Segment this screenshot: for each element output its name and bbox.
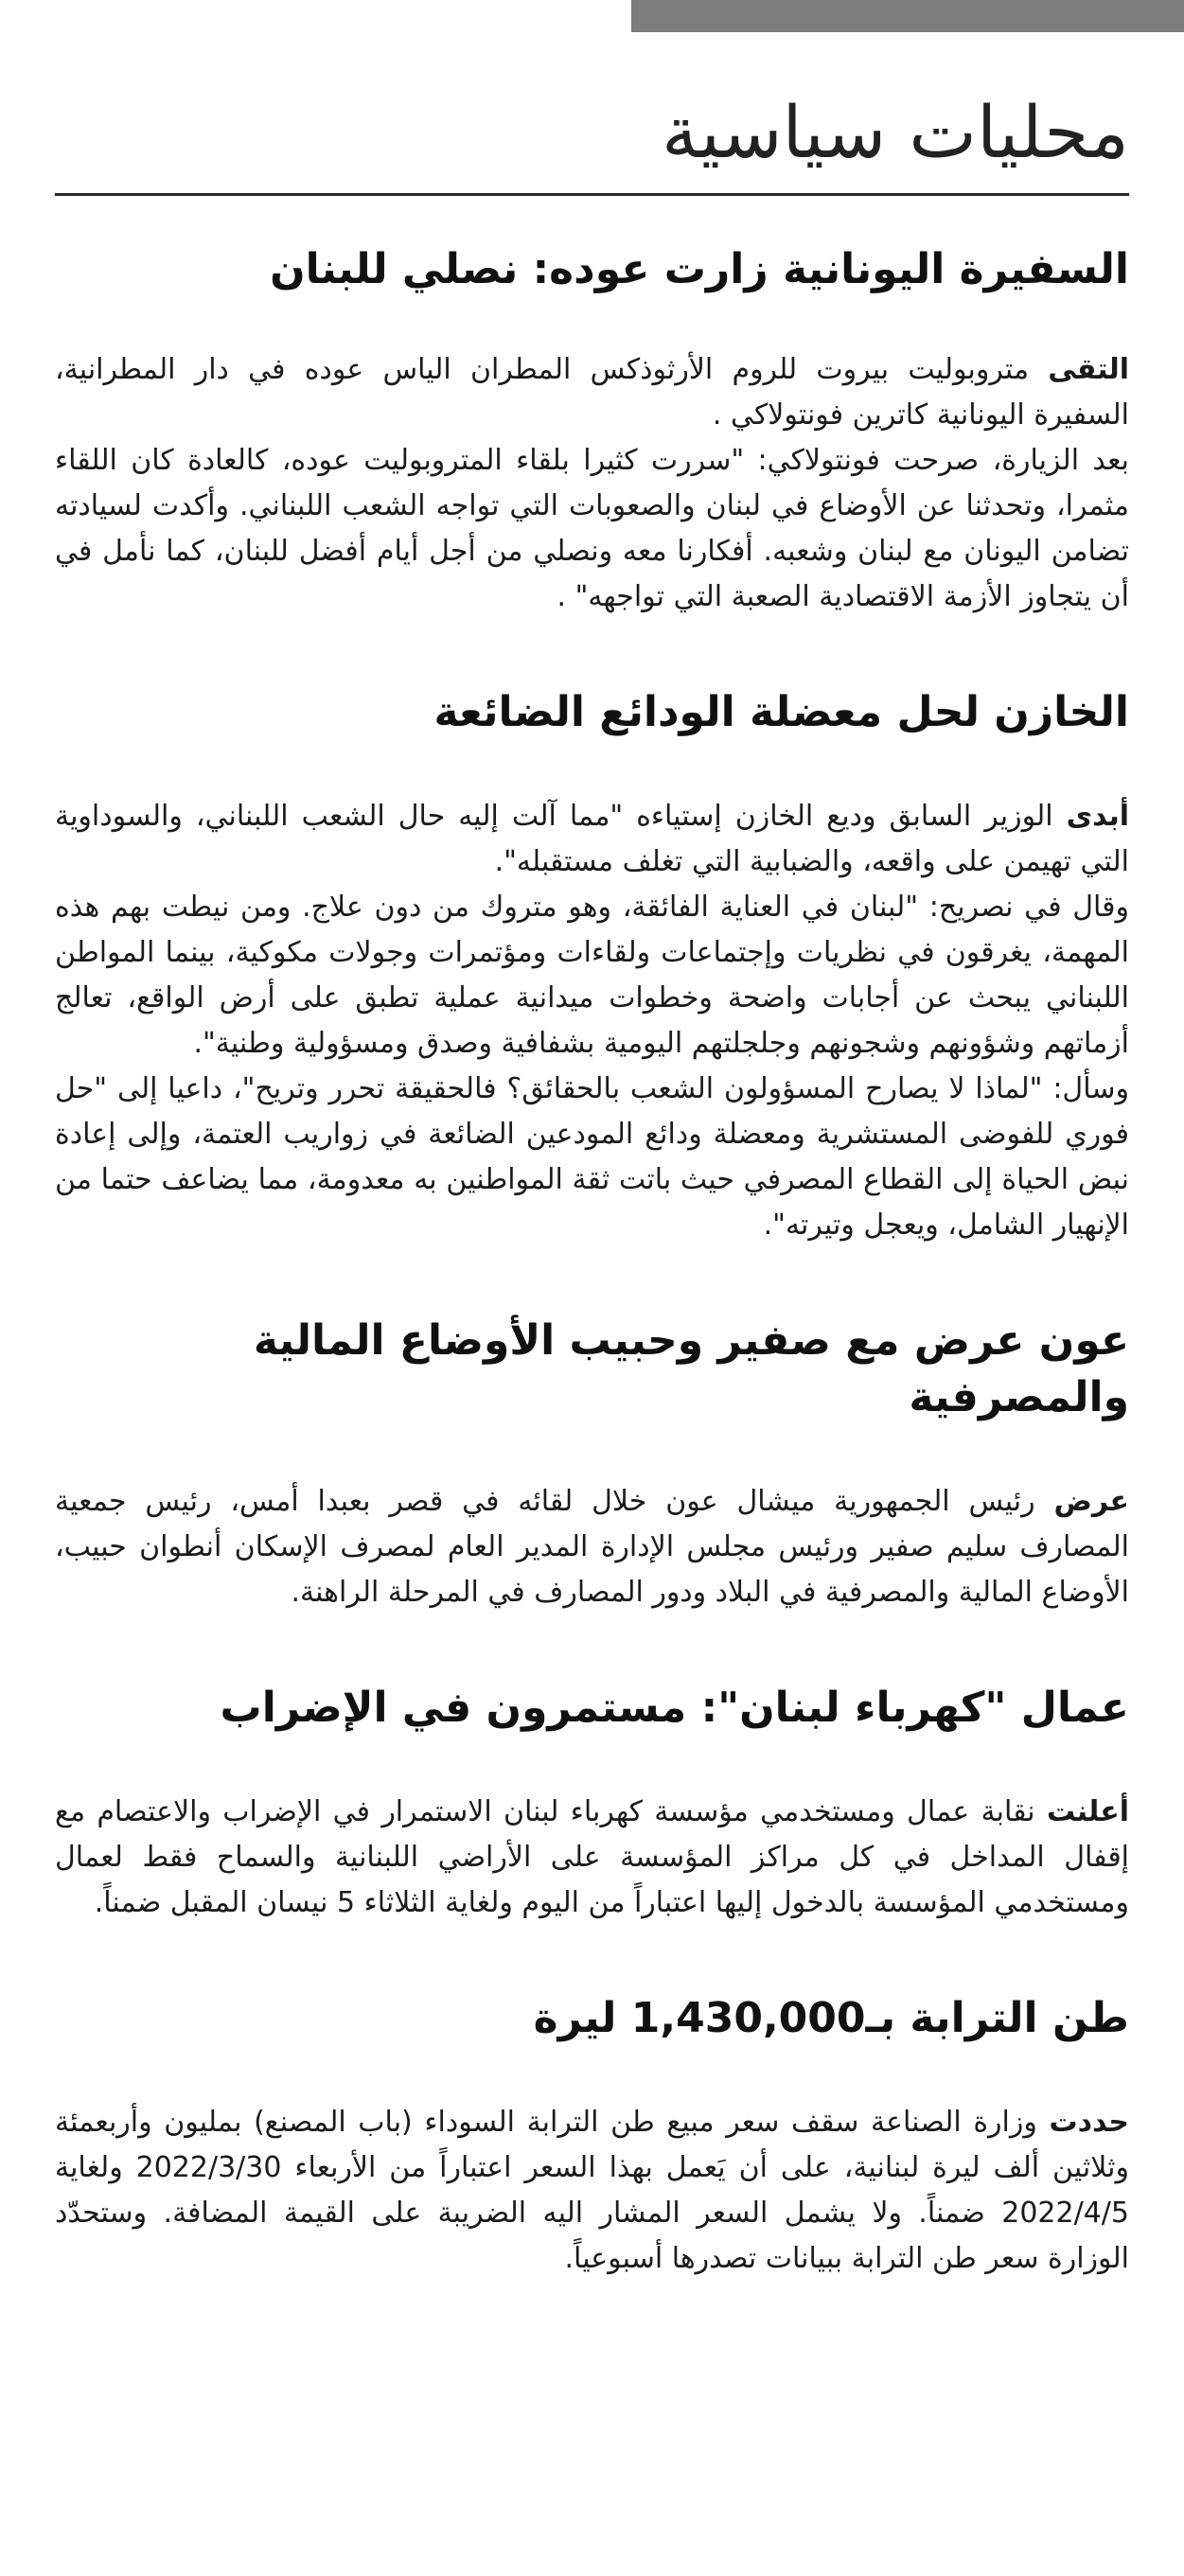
article-khazen-deposits — [55, 684, 1129, 1248]
paragraph-text: وقال في نصريح: "لبنان في العناية الفائقة، وهو متروك من دون علاج. ومن نيطت بهم هذه المهمة، يغرقون في نظريات وإجتماعات ولقاءات ومؤتمرات وجولات مكوكية، بينما المواطن اللبناني يبحث عن أجابات واضحة وخطوات ميدانية عملية تطبق على أرض الواقع، تعالج أزماتهم وشؤونهم وشجونهم وجلجلتهم اليومية بشفافية وصدق ومسؤولية وطنية". — [55, 891, 1129, 1060]
article-paragraph — [55, 794, 1129, 885]
article-paragraph — [55, 1790, 1129, 1926]
article-headline: طن الترابة بـ1,430,000 ليرة — [533, 1994, 1129, 2042]
article-paragraph — [55, 438, 1129, 620]
article-paragraph — [55, 1479, 1129, 1615]
article-headline: الخازن لحل معضلة الودائع الضائعة — [433, 688, 1129, 736]
lead-word: عرض — [1053, 1485, 1129, 1518]
article-body — [55, 1479, 1129, 1615]
article-headline: السفيرة اليونانية زارت عوده: نصلي للبنان — [270, 245, 1129, 293]
article-cement-price — [55, 1990, 1129, 2282]
paragraph-text: بعد الزيارة، صرحت فونتولاكي: "سررت كثيرا بلقاء المتروبوليت عوده، كالعادة كان اللقاء مثمرا، وتحدثنا عن الأوضاع في لبنان والصعوبات التي تواجه الشعب اللبناني. وأكدت لسيادته تضامن اليونان مع لبنان وشعبه. أفكارنا معه ونصلي من أجل أيام أفضل للبنان، كما نأمل في أن يتجاوز الأزمة الاقتصادية الصعبة التي تواجهه" . — [55, 444, 1129, 613]
article-headline: عمال "كهرباء لبنان": مستمرون في الإضراب — [220, 1684, 1129, 1732]
article-paragraph — [55, 885, 1129, 1067]
section-title: محليات سياسية — [662, 90, 1129, 174]
section-divider — [55, 193, 1129, 196]
paragraph-text: الوزير السابق وديع الخازن إستياءه "مما آلت إليه حال الشعب اللبناني، والسوداوية التي تهيمن على واقعه، والضبابية التي تغلف مستقبله". — [55, 800, 1129, 878]
paragraph-text: وسأل: "لماذا لا يصارح المسؤولون الشعب بالحقائق؟ فالحقيقة تحرر وتريح"، داعيا إلى "حل فوري للفوضى المستشرية ومعضلة ودائع المودعين الضائعة في زواريب العتمة، وإلى إعادة نبض الحياة إلى القطاع المصرفي حيث باتت ثقة المواطنين به معدومة، مما يضاعف حتما من الإنهيار الشامل، ويعجل وتيرته". — [55, 1072, 1129, 1242]
lead-word: التقى — [1048, 353, 1129, 386]
article-body — [55, 347, 1129, 620]
section-header — [55, 87, 1129, 196]
paragraph-text: نقابة عمال ومستخدمي مؤسسة كهرباء لبنان الاستمرار في الإضراب والاعتصام مع إقفال المداخل في كل مراكز المؤسسة على الأراضي اللبنانية والسماح فقط لعمال ومستخدمي المؤسسة بالدخول إليها اعتباراً من اليوم ولغاية الثلاثاء 5 نيسان المقبل ضمناً. — [55, 1795, 1129, 1919]
paragraph-text: متروبوليت بيروت للروم الأرثوذكس المطران الياس عوده في دار المطرانية، السفيرة اليونانية كاترين فونتولاكي . — [55, 353, 1129, 432]
paragraph-text: وزارة الصناعة سقف سعر مبيع طن الترابة السوداء (باب المصنع) بمليون وأربعمئة وثلاثين ألف ليرة لبنانية، على أن يَعمل بهذا السعر اعتباراً من الأربعاء 2022/3/30 ولغاية 2022/4/5 ضمناً. ولا يشمل السعر المشار اليه الضريبة على القيمة المضافة. وستحدّد الوزارة سعر طن الترابة ببيانات تصدرها أسبوعياً. — [55, 2106, 1129, 2275]
article-paragraph — [55, 1067, 1129, 1248]
paragraph-text: رئيس الجمهورية ميشال عون خلال لقائه في قصر بعبدا أمس، رئيس جمعية المصارف سليم صفير ورئيس مجلس الإدارة المدير العام لمصرف الإسكان أنطوان حبيب، الأوضاع المالية والمصرفية في البلاد ودور المصارف في المرحلة الراهنة. — [55, 1485, 1129, 1609]
article-body — [55, 2100, 1129, 2282]
article-aoun-banking — [55, 1313, 1129, 1615]
lead-word: حددت — [1049, 2106, 1129, 2139]
article-headline: عون عرض مع صفير وحبيب الأوضاع المالية والمصرفية — [253, 1316, 1129, 1421]
article-body — [55, 794, 1129, 1248]
article-paragraph — [55, 2100, 1129, 2282]
article-body — [55, 1790, 1129, 1926]
article-electricity-strike — [55, 1680, 1129, 1926]
lead-word: أعلنت — [1046, 1795, 1129, 1828]
article-paragraph — [55, 347, 1129, 438]
lead-word: أبدى — [1066, 800, 1129, 833]
article-greek-ambassador — [55, 241, 1129, 620]
